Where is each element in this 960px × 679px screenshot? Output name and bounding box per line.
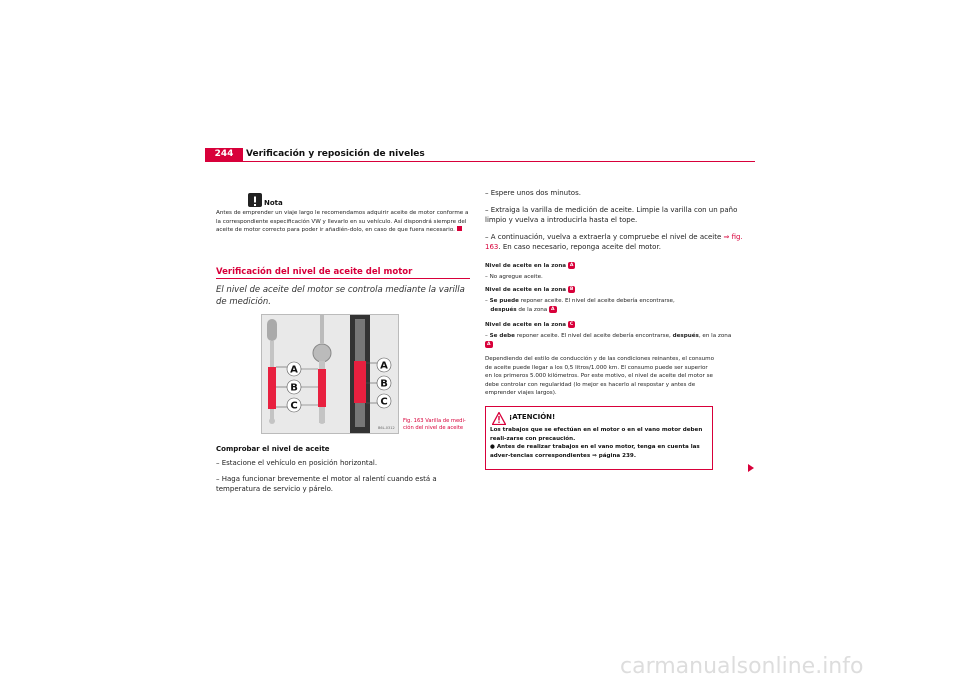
end-mark-icon: [457, 226, 462, 231]
zone-a-badge: A: [487, 341, 491, 347]
figure-label-b-right: B: [380, 378, 388, 390]
level-a-text: – No agregue aceite.: [485, 274, 543, 280]
figure-label-a: A: [290, 364, 298, 376]
step-1: – Estacione el vehículo en posición horizontal.: [216, 459, 378, 467]
figure-label-c-right: C: [380, 396, 388, 408]
next-page-arrow-icon[interactable]: [748, 464, 754, 472]
figure-label-c: C: [290, 400, 298, 412]
zone-a-badge: A: [569, 263, 574, 268]
step-2: – Haga funcionar brevemente el motor al ralentí cuando está a temperatura de servicio y párelo.: [216, 475, 437, 493]
consumption-text: Dependiendo del estilo de conducción y de las condiciones reinantes, el consumo de aceite puede llegar a los 0,5 litros/1.000 km. El consumo puede ser superior en los primeros 5.000 kilómetros. Por este motivo, el nivel de aceite del motor se debe controlar con regularidad (lo mejor es hacerlo al respostar y antes de emprender viajes largos).: [485, 356, 715, 397]
section-divider: [216, 278, 470, 279]
level-b-title: Nivel de aceite en la zona B: [485, 287, 574, 293]
zone-a-badge: A: [551, 306, 555, 312]
level-c-title: Nivel de aceite en la zona C: [485, 322, 574, 328]
zone-b-badge: B: [569, 287, 574, 292]
figure-label-a-right: A: [380, 360, 388, 372]
level-c-text: – Se debe reponer aceite. El nivel del aceite debería encontrarse, después, en la zona A: [485, 333, 732, 347]
figure-code: B6L-0312: [378, 426, 395, 430]
level-b-text: – Se puede reponer aceite. El nivel del aceite debería encontrarse, después de la zona A: [485, 298, 675, 313]
zone-c-badge: C: [569, 322, 574, 327]
warning-text: Los trabajos que se efectúan en el motor o en el vano motor deben reali-zarse con precaución. ● Antes de realizar trabajos en el vano motor, tenga en cuenta las adver-tencias correspondientes ⇒ página 239.: [490, 427, 703, 459]
section-subtitle: El nivel de aceite del motor se controla mediante la varilla de medición.: [216, 285, 465, 307]
warning-title: ¡ATENCIÓN!: [509, 413, 556, 421]
figure-reference-link[interactable]: ⇒ fig. 163: [485, 233, 743, 251]
figure-label-b: B: [290, 382, 298, 394]
header-divider: [205, 161, 755, 162]
page-number: 244: [205, 148, 243, 161]
note-text: Antes de emprender un viaje largo le recomendamos adquirir aceite de motor conforme a la correspondiente especificación VW y llevarlo en su vehículo. Así dispondrá siempre del aceite de motor correcto para poder ir añadién-dolo, en caso de que fuera necesario.: [216, 210, 469, 234]
level-a-title: Nivel de aceite en la zona A: [485, 263, 574, 269]
dipstick-figure: [261, 314, 399, 434]
note-title: Nota: [264, 199, 283, 207]
figure-caption: Fig. 163 Varilla de medi-ción del nivel de aceite: [403, 418, 466, 431]
warning-icon: [492, 410, 506, 423]
bullet-icon: ●: [490, 444, 495, 451]
page-header-title: Verificación y reposición de niveles: [246, 149, 425, 159]
note-icon: [248, 193, 262, 207]
procedure-title: Comprobar el nivel de aceite: [216, 445, 330, 453]
section-title: Verificación del nivel de aceite del motor: [216, 267, 413, 277]
watermark: carmanualsonline.info: [620, 654, 864, 679]
step-5: – A continuación, vuelva a extraerla y compruebe el nivel de aceite ⇒ fig. 163. En caso necesario, reponga aceite del motor.: [485, 233, 743, 251]
step-4: – Extraiga la varilla de medición de aceite. Limpie la varilla con un paño limpio y vuelva a introducirla hasta el tope.: [485, 206, 738, 224]
step-3: – Espere unos dos minutos.: [485, 189, 581, 197]
